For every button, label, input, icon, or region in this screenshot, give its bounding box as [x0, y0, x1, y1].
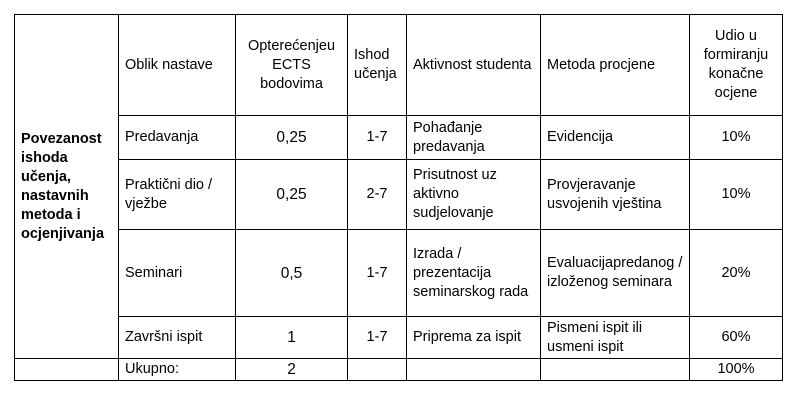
cell-udio: 20% — [690, 230, 783, 317]
total-aktivnost-empty — [407, 359, 541, 381]
table-row — [15, 230, 783, 317]
cell-aktivnost: Priprema za ispit — [407, 317, 541, 359]
cell-ishod: 1-7 — [348, 317, 407, 359]
cell-udio: 60% — [690, 317, 783, 359]
cell-oblik: Predavanja — [119, 116, 236, 160]
cell-ects: 0,5 — [236, 230, 348, 317]
header-ishod: Ishod učenja — [348, 15, 407, 116]
cell-oblik: Seminari — [119, 230, 236, 317]
cell-ishod: 2-7 — [348, 160, 407, 230]
table-row — [15, 160, 783, 230]
header-udio: Udio u formiranju konačne ocjene — [690, 15, 783, 116]
table-row — [15, 317, 783, 359]
header-row — [15, 15, 783, 116]
total-ishod-empty — [348, 359, 407, 381]
cell-ishod: 1-7 — [348, 116, 407, 160]
total-label: Ukupno: — [119, 359, 236, 381]
cell-metoda: Provjeravanje usvojenih vještina — [541, 160, 690, 230]
cell-ects: 0,25 — [236, 160, 348, 230]
cell-aktivnost: Pohađanje predavanja — [407, 116, 541, 160]
cell-ects: 1 — [236, 317, 348, 359]
table-row — [15, 116, 783, 160]
cell-metoda: Pismeni ispit ili usmeni ispit — [541, 317, 690, 359]
total-udio: 100% — [690, 359, 783, 381]
total-row — [15, 359, 783, 381]
header-oblik: Oblik nastave — [119, 15, 236, 116]
cell-udio: 10% — [690, 160, 783, 230]
total-ects: 2 — [236, 359, 348, 381]
cell-metoda: Evaluacijapredanog / izloženog seminara — [541, 230, 690, 317]
cell-metoda: Evidencija — [541, 116, 690, 160]
header-aktivnost: Aktivnost studenta — [407, 15, 541, 116]
cell-ishod: 1-7 — [348, 230, 407, 317]
header-ects: Opterećenjeu ECTS bodovima — [236, 15, 348, 116]
cell-oblik: Praktični dio / vježbe — [119, 160, 236, 230]
cell-oblik: Završni ispit — [119, 317, 236, 359]
total-metoda-empty — [541, 359, 690, 381]
cell-udio: 10% — [690, 116, 783, 160]
cell-aktivnost: Prisutnost uz aktivno sudjelovanje — [407, 160, 541, 230]
total-side-empty — [15, 359, 119, 381]
cell-aktivnost: Izrada / prezentacija seminarskog rada — [407, 230, 541, 317]
header-metoda: Metoda procjene — [541, 15, 690, 116]
cell-ects: 0,25 — [236, 116, 348, 160]
side-header: Povezanost ishoda učenja, nastavnih metoda i ocjenjivanja — [15, 15, 119, 359]
assessment-table — [14, 14, 783, 381]
